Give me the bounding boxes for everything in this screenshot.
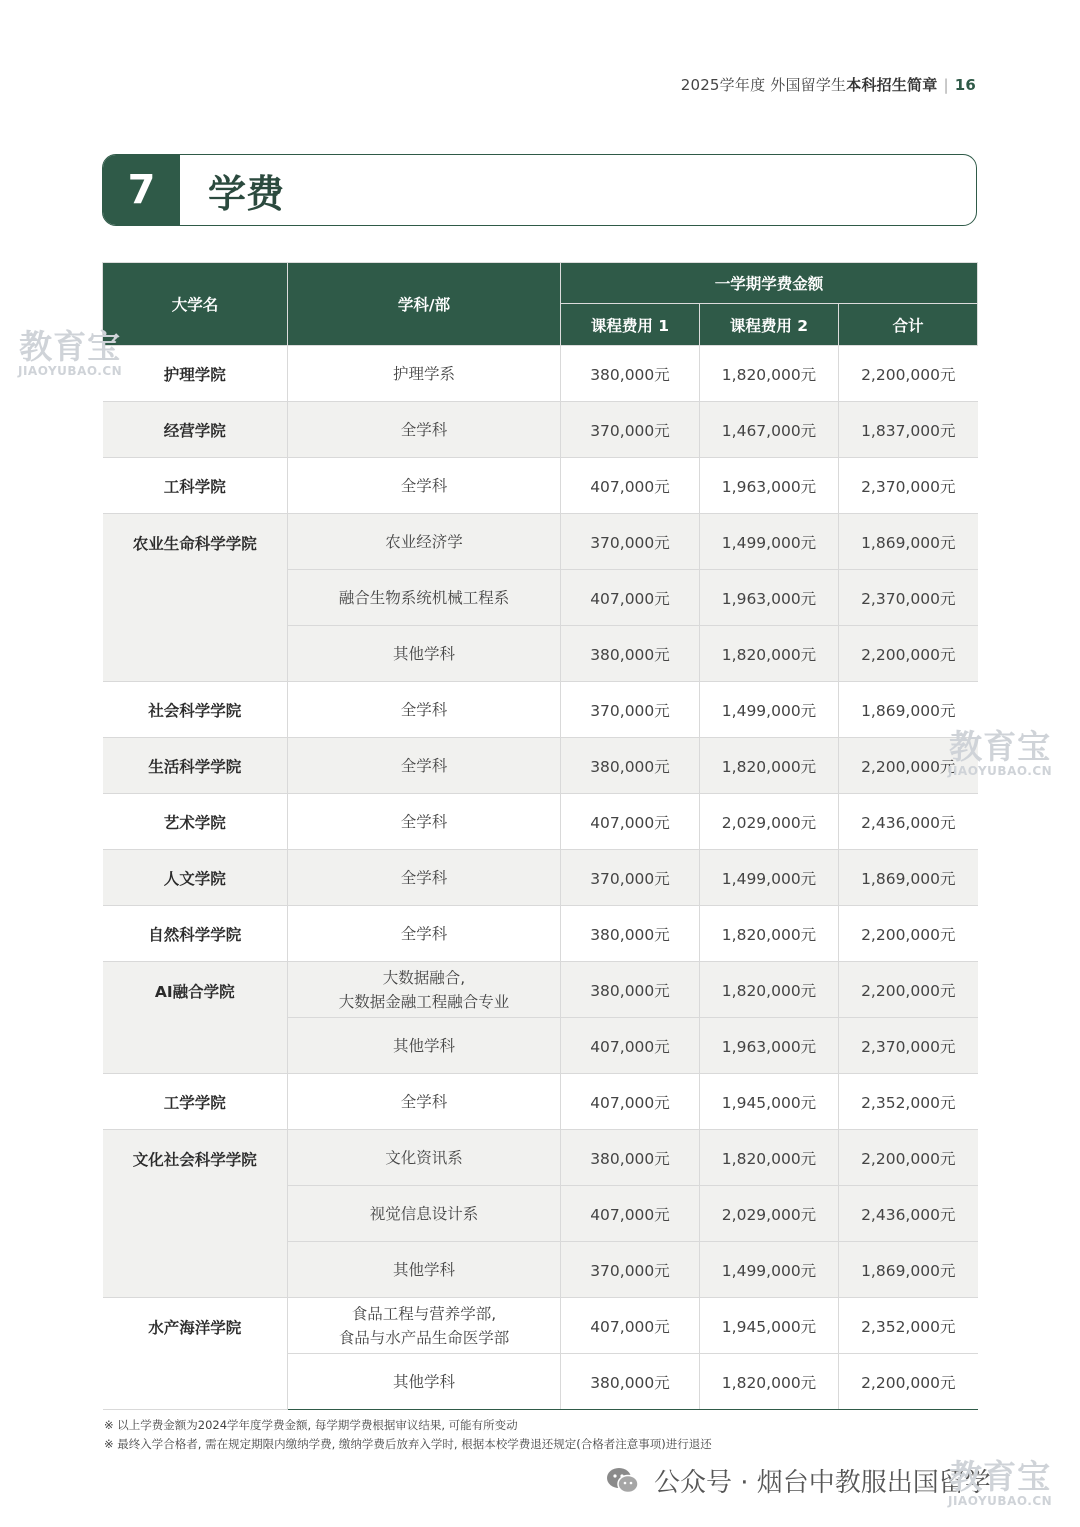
fee2-cell: 1,945,000元 — [700, 1074, 839, 1130]
header-separator: | — [943, 76, 949, 94]
fee1-cell: 407,000元 — [561, 1298, 700, 1354]
department-name — [288, 962, 561, 1018]
university-name: 自然科学学院 — [103, 906, 288, 962]
department-name — [288, 1298, 561, 1354]
department-name: 全学科 — [288, 458, 561, 514]
total-cell: 1,869,000元 — [839, 514, 978, 570]
total-cell: 2,200,000元 — [839, 906, 978, 962]
total-cell: 2,370,000元 — [839, 570, 978, 626]
university-name: 工科学院 — [103, 458, 288, 514]
section-heading: 学费 — [208, 171, 285, 216]
university-name: 护理学院 — [103, 346, 288, 402]
department-name: 其他学科 — [288, 1242, 561, 1298]
department-name: 全学科 — [288, 402, 561, 458]
total-cell: 1,869,000元 — [839, 682, 978, 738]
fee1-cell: 380,000元 — [561, 738, 700, 794]
department-name: 全学科 — [288, 1074, 561, 1130]
table-row — [103, 458, 978, 514]
fee2-cell: 1,945,000元 — [700, 1298, 839, 1354]
total-cell: 1,869,000元 — [839, 1242, 978, 1298]
table-row — [103, 1298, 978, 1354]
col-header-fee2: 课程费用 2 — [700, 304, 839, 346]
fee1-cell: 370,000元 — [561, 1242, 700, 1298]
section-title — [102, 154, 977, 226]
university-name: 农业生命科学学院 — [103, 514, 288, 682]
wechat-icon — [606, 1466, 640, 1496]
university-name: 生活科学学院 — [103, 738, 288, 794]
fee1-cell: 407,000元 — [561, 1074, 700, 1130]
watermark: 教育宝 JIAOYUBAO.CN — [18, 327, 123, 378]
department-name: 融合生物系统机械工程系 — [288, 570, 561, 626]
table-row — [103, 738, 978, 794]
total-cell: 2,200,000元 — [839, 962, 978, 1018]
total-cell: 2,352,000元 — [839, 1298, 978, 1354]
table-row — [103, 906, 978, 962]
fee2-cell: 1,820,000元 — [700, 738, 839, 794]
total-cell: 2,200,000元 — [839, 626, 978, 682]
table-row — [103, 850, 978, 906]
fee1-cell: 370,000元 — [561, 682, 700, 738]
university-name: 人文学院 — [103, 850, 288, 906]
table-body — [103, 346, 978, 1410]
department-name: 护理学系 — [288, 346, 561, 402]
table-row — [103, 682, 978, 738]
fee1-cell: 380,000元 — [561, 346, 700, 402]
fee2-cell: 1,467,000元 — [700, 402, 839, 458]
university-name: 社会科学学院 — [103, 682, 288, 738]
department-name: 全学科 — [288, 682, 561, 738]
fee2-cell: 1,499,000元 — [700, 682, 839, 738]
table-row — [103, 402, 978, 458]
fee1-cell: 407,000元 — [561, 570, 700, 626]
fee1-cell: 407,000元 — [561, 1186, 700, 1242]
tuition-table — [102, 262, 978, 1410]
fee2-cell: 1,820,000元 — [700, 626, 839, 682]
department-name: 文化资讯系 — [288, 1130, 561, 1186]
fee1-cell: 370,000元 — [561, 514, 700, 570]
total-cell: 1,837,000元 — [839, 402, 978, 458]
total-cell: 2,200,000元 — [839, 1130, 978, 1186]
fee1-cell: 407,000元 — [561, 1018, 700, 1074]
university-name: 文化社会科学学院 — [103, 1130, 288, 1298]
watermark: 教育宝 JIAOYUBAO.CN — [948, 727, 1053, 778]
table-row — [103, 1130, 978, 1186]
table-row — [103, 346, 978, 402]
header-title: 本科招生简章 — [846, 76, 938, 94]
footnote: ※ 最终入学合格者, 需在规定期限内缴纳学费, 缴纳学费后放弃入学时, 根据本校学费退还规定(合格者注意事项)进行退还 — [104, 1437, 712, 1451]
department-line: 食品与水产品生命医学部 — [338, 1328, 510, 1347]
university-name: 水产海洋学院 — [103, 1298, 288, 1410]
department-name: 其他学科 — [288, 626, 561, 682]
fee2-cell: 1,963,000元 — [700, 570, 839, 626]
department-name: 其他学科 — [288, 1354, 561, 1410]
department-name: 全学科 — [288, 738, 561, 794]
university-name: 工学学院 — [103, 1074, 288, 1130]
total-cell: 2,200,000元 — [839, 1354, 978, 1410]
fee1-cell: 370,000元 — [561, 402, 700, 458]
fee2-cell: 1,820,000元 — [700, 1354, 839, 1410]
fee2-cell: 1,820,000元 — [700, 906, 839, 962]
fee1-cell: 380,000元 — [561, 906, 700, 962]
fee1-cell: 380,000元 — [561, 1130, 700, 1186]
fee1-cell: 380,000元 — [561, 962, 700, 1018]
col-header-university: 大学名 — [103, 263, 288, 346]
fee2-cell: 1,499,000元 — [700, 1242, 839, 1298]
table-row — [103, 794, 978, 850]
department-line: 食品工程与营养学部, — [351, 1304, 497, 1323]
footnote: ※ 以上学费金额为2024学年度学费金额, 每学期学费根据审议结果, 可能有所变动 — [104, 1418, 518, 1432]
department-line: 大数据融合, — [382, 968, 466, 987]
university-name: 经营学院 — [103, 402, 288, 458]
fee2-cell: 1,963,000元 — [700, 1018, 839, 1074]
department-name: 其他学科 — [288, 1018, 561, 1074]
table-row — [103, 962, 978, 1018]
fee2-cell: 1,963,000元 — [700, 458, 839, 514]
fee2-cell: 1,820,000元 — [700, 962, 839, 1018]
department-name: 全学科 — [288, 906, 561, 962]
table-row — [103, 514, 978, 570]
total-cell: 2,370,000元 — [839, 1018, 978, 1074]
department-name: 全学科 — [288, 794, 561, 850]
department-name: 全学科 — [288, 850, 561, 906]
fee1-cell: 380,000元 — [561, 1354, 700, 1410]
department-line: 大数据金融工程融合专业 — [338, 992, 510, 1011]
fee2-cell: 1,820,000元 — [700, 346, 839, 402]
department-name: 农业经济学 — [288, 514, 561, 570]
fee1-cell: 370,000元 — [561, 850, 700, 906]
col-header-total: 合计 — [839, 304, 978, 346]
total-cell: 2,370,000元 — [839, 458, 978, 514]
university-name: AI融合学院 — [103, 962, 288, 1074]
fee2-cell: 1,820,000元 — [700, 1130, 839, 1186]
fee1-cell: 407,000元 — [561, 794, 700, 850]
header-prefix: 2025学年度 外国留学生 — [680, 76, 847, 94]
section-number: 7 — [103, 155, 180, 225]
fee1-cell: 407,000元 — [561, 458, 700, 514]
col-header-department: 学科/部 — [288, 263, 561, 346]
col-header-semester-fee: 一学期学费金额 — [561, 263, 978, 304]
watermark: 教育宝 JIAOYUBAO.CN — [948, 1457, 1053, 1508]
total-cell: 2,436,000元 — [839, 1186, 978, 1242]
university-name: 艺术学院 — [103, 794, 288, 850]
fee2-cell: 2,029,000元 — [700, 794, 839, 850]
col-header-fee1: 课程费用 1 — [561, 304, 700, 346]
fee2-cell: 1,499,000元 — [700, 514, 839, 570]
table-row — [103, 1074, 978, 1130]
footer-account — [606, 1462, 991, 1499]
fee2-cell: 2,029,000元 — [700, 1186, 839, 1242]
footer-text: 公众号 · 烟台中教服出国留学 — [654, 1468, 991, 1498]
fee2-cell: 1,499,000元 — [700, 850, 839, 906]
total-cell: 2,352,000元 — [839, 1074, 978, 1130]
total-cell: 2,200,000元 — [839, 346, 978, 402]
fee1-cell: 380,000元 — [561, 626, 700, 682]
footnotes — [104, 1416, 712, 1454]
total-cell: 1,869,000元 — [839, 850, 978, 906]
running-header — [681, 74, 976, 95]
total-cell: 2,200,000元 — [839, 738, 978, 794]
total-cell: 2,436,000元 — [839, 794, 978, 850]
page-number: 16 — [954, 76, 976, 94]
department-name: 视觉信息设计系 — [288, 1186, 561, 1242]
